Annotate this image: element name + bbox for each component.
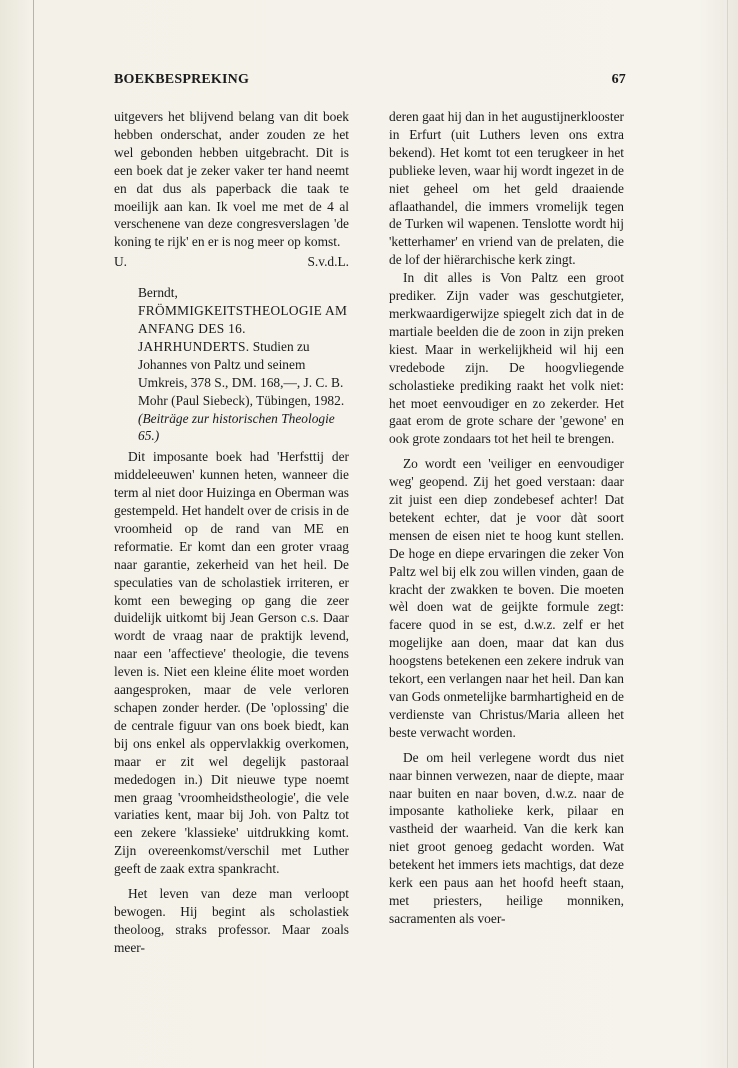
running-header: [114, 72, 626, 88]
page-edge-left: [33, 0, 34, 1068]
review-paragraph-2: Het leven van deze man verloopt bewogen. Hij begint als scholastiek theoloog, straks professor. Maar zoals meer-: [114, 886, 349, 955]
review-paragraph-5: Zo wordt een 'veiliger en eenvoudiger weg' geopend. Zij het goed verstaan: daar zit juist een diep zondebesef achter! Dat betekent echter, dat je voor dàt soort mensen de eisen niet te hoog kunt stellen. De hoge en diepe ervaringen die zeker Von Paltz wel bij elk zou willen vinden, gaan de kracht der zwakken te boven. Die moeten wèl doen wat de geijkte formule zegt: facere quod in se est, d.w.z. zelf er het mogelijke aan doen, maar dat kan dus hoogstens betekenen een zekere indruk van tekort, een verlangen naar het heil. Dan kan van Gods onmetelijke barmhartigheid en de verdienste van Christus/Maria alleen het beste verwacht worden.: [389, 456, 624, 740]
review-paragraph-1: Dit imposante boek had 'Herfsttij der middeleeuwen' kunnen heten, wanneer die term al niet door Huizinga en Oberman was gestempeld. Het handelt over de crisis in de vroomheid op de rand van ME en reformatie. Er komt dan een groter vraag naar garantie, zekerheid van het heil. De speculaties van de scholastiek irriteren, er komt een beweging op gang die zeer duidelijk uitkomt bij Jean Gerson c.s. Daar wordt de vraag naar de praktijk levend, naar een 'affectieve' theologie, die tevens leven is. Niet een kleine élite moet worden aangesproken, maar de vele verloren schapen zonder herder. (De 'oplossing' die de centrale figuur van ons boek biedt, kan bij ons enkel als oppervlakkig overkomen, maar er zit wel degelijk pastoraal mededogen in.) Dit nieuwe type noemt men graag 'vroomheidstheologie', die vele variaties kent, maar bij Joh. von Paltz tot een zekere 'klassieke' uitdrukking komt. Zijn overeenkomst/verschil met Luther geeft de zaak extra spankracht.: [114, 449, 349, 877]
signature-reviewer: S.v.d.L.: [307, 254, 349, 270]
previous-review-ending: uitgevers het blijvend belang van dit boek hebben onderschat, ander zouden ze het wel gebonden hebben uitgebracht. Dit is een boek dat je zeker vaker ter hand neemt en dat dus als paperback die taak te moeilijk aan kan. Ik voel me met de 4 al verschenene van deze congresverslagen 'de koning te rijk' en er is nog meer op komst.: [114, 109, 349, 250]
review-paragraph-6: De om heil verlegene wordt dus niet naar binnen verwezen, naar de diepte, maar naar buiten en naar boven, d.w.z. naar de imposante katholieke kerk, pilaar en vastheid der waarheid. Van die kerk kan niet groot genoeg gedacht worden. Wat betekent het immers iets machtigs, dat deze kerk een paus aan het hoofd heeft staan, met priesters, heilige monniken, sacramenten als voer-: [389, 749, 624, 926]
book-series: (Beiträge zur historischen Theologie 65.): [138, 410, 335, 444]
review-paragraph-4: In dit alles is Von Paltz een groot prediker. Zijn vader was geschutgieter, merkwaardigerwijze spiegelt zich dat in de martiale beelden die de zoon in zijn preken kiest. Maar in werkelijkheid wil hij een vredebode zijn. De hoogvliegende scholastieke prediking raakt het volk niet: het moet eenvoudiger en zo zekerder. Het gaat erom de grote schare der 'gewone' en ook grote zondaars tot het heil te brengen.: [389, 270, 624, 447]
page-edge-right: [727, 0, 728, 1068]
right-column: [389, 108, 624, 928]
book-details: Studien zu Johannes von Paltz und seinem Umkreis, 378 S., DM. 168,—, J. C. B. Mohr (Paul Siebeck), Tübingen, 1982.: [138, 338, 345, 408]
review-paragraph-3: deren gaat hij dan in het augustijnerklooster in Erfurt (uit Luthers leven ons extra bekend). Het komt tot een terugkeer in het publieke leven, waar hij wordt ingezet in de niet geheel om het geld draaiende aflaathandel, die immers vromelijk tegen de Turken wil wapenen. Tenslotte wordt hij 'ketterhamer' en vriend van de prelaten, die de lof der hiërarchische kerk zingt.: [389, 109, 625, 268]
book-reference: [138, 284, 349, 445]
book-author: Berndt,: [138, 285, 178, 301]
page-number: 67: [611, 72, 626, 87]
book-title: FRÖMMIGKEITSTHEOLOGIE AM ANFANG DES 16. JAHRHUNDERTS.: [138, 303, 348, 354]
signature-initial: U.: [114, 254, 128, 270]
reviewer-signature: [114, 253, 349, 271]
left-column: [114, 108, 349, 957]
section-title: BOEKBESPREKING: [114, 72, 250, 87]
